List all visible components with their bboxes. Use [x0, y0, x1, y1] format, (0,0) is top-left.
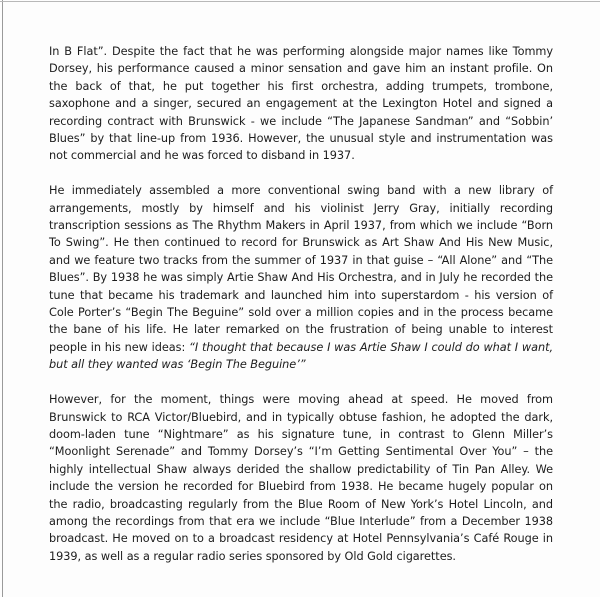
- page-edge-left: [2, 0, 3, 597]
- page-edge-top: [0, 1, 600, 2]
- paragraph-2-quote: “I thought that because I was Artie Shaw I could do what I want, but all they wanted was ‘Begin The Beguine’”: [49, 340, 553, 372]
- paragraph-3-text: However, for the moment, things were moving ahead at speed. He moved from Brunswick to RCA Victor/Bluebird, and in typically obtuse fashion, he adopted the dark, doom-laden tune “Nightmare” as his signature tune, in contrast to Glenn Miller’s “Moonlight Serenade” and Tommy Dorsey’s “I’m Getting Sentimental Over You” – the highly intellectual Shaw always derided the shallow predictability of Tin Pan Alley. We include the version he recorded for Bluebird from 1938. He became hugely popular on the radio, broadcasting regularly from the Blue Room of New York’s Hotel Lincoln, and among the recordings from that era we include “Blue Interlude” from a December 1938 broadcast. He moved on to a broadcast residency at Hotel Pennsylvania’s Café Rouge in 1939, as well as a regular radio series sponsored by Old Gold cigarettes.: [49, 393, 553, 563]
- paragraph-1: [49, 43, 553, 165]
- paragraph-1-text: In B Flat”. Despite the fact that he was performing alongside major names like Tommy Dorsey, his performance caused a minor sensation and gave him an instant profile. On the back of that, he put together his first orchestra, adding trumpets, trombone, saxophone and a singer, secured an engagement at the Lexington Hotel and signed a recording contract with Brunswick - we include “The Japanese Sandman” and “Sobbin’ Blues” by that line-up from 1936. However, the unusual style and instrumentation was not commercial and he was forced to disband in 1937.: [49, 45, 553, 163]
- paragraph-2-text: He immediately assembled a more conventional swing band with a new library of arrangements, mostly by himself and his violinist Jerry Gray, initially recording transcription sessions as The Rhythm Makers in April 1937, from which we include “Born To Swing”. He then continued to record for Brunswick as Art Shaw And His New Music, and we feature two tracks from the summer of 1937 in that guise – “All Alone” and “The Blues”. By 1938 he was simply Artie Shaw And His Orchestra, and in July he recorded the tune that became his trademark and launched him into superstardom - his version of Cole Porter’s “Begin The Beguine” sold over a million copies and in the process became the bane of his life. He later remarked on the frustration of being unable to interest people in his new ideas:: [49, 184, 553, 354]
- paragraph-2: [49, 182, 553, 373]
- body-text: [49, 43, 553, 565]
- paragraph-3: [49, 391, 553, 565]
